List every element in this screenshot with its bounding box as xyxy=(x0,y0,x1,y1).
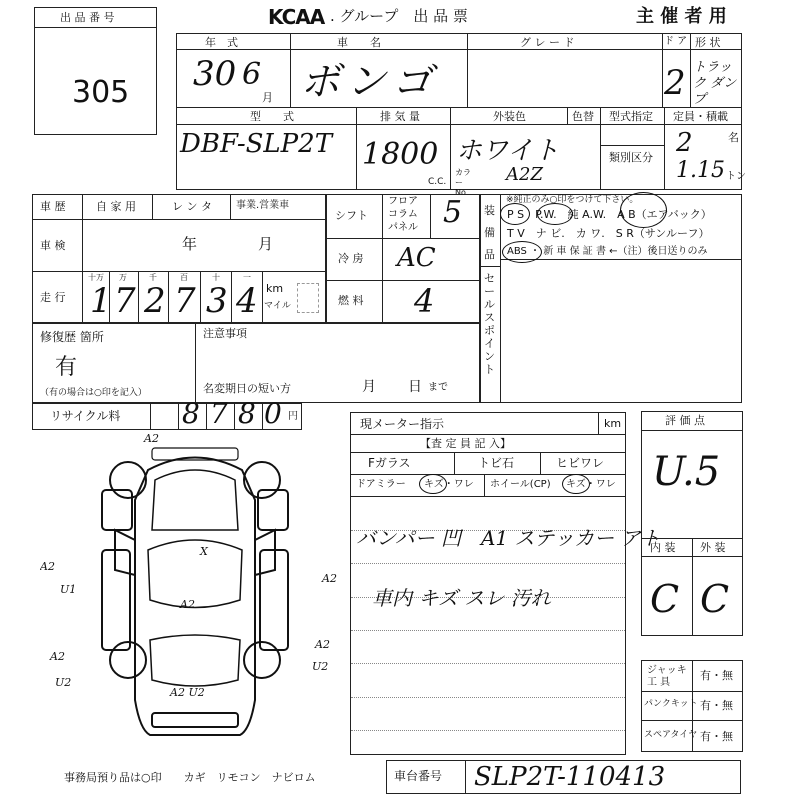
cc-unit: C.C. xyxy=(428,177,447,187)
inspection-year: 年 xyxy=(182,235,198,253)
circle-mark-mirror xyxy=(419,474,447,494)
damage-mark: A2 xyxy=(180,598,195,611)
mileage-digit: 7 xyxy=(114,281,136,321)
shape-label: 形 状 xyxy=(695,36,721,49)
inspection-month: 月 xyxy=(258,235,274,253)
puncture-yes-no: 有・無 xyxy=(700,699,733,712)
name-change-month: 月 xyxy=(362,379,376,395)
chassis-value: SLP2T-110413 xyxy=(474,762,666,792)
equipment-note: ※純正のみ○印をつけて下さい。 xyxy=(506,195,639,205)
repair-value: 有 xyxy=(55,355,78,380)
name-change-until: まで xyxy=(428,382,448,393)
digit-label: 十万 xyxy=(88,273,104,282)
damage-mark: A2 xyxy=(144,432,159,445)
mile-label: マイル xyxy=(264,301,291,311)
recycle-unit: 円 xyxy=(288,411,298,422)
exterior-label: 外 装 xyxy=(700,541,726,554)
score-value: U.5 xyxy=(652,449,721,495)
color-no-label: カラー No. xyxy=(455,168,471,197)
circle-mark-wheel xyxy=(562,474,590,494)
shift-option-panel: パネル xyxy=(388,222,418,233)
repair-note: （有の場合は○印を記入） xyxy=(40,388,147,398)
digit-label: 十 xyxy=(212,273,220,282)
score-label: 評 価 点 xyxy=(665,414,705,427)
door-value: 2 xyxy=(664,63,686,103)
car-name-value: ボンゴ xyxy=(300,59,438,105)
damage-mark: U2 xyxy=(55,676,72,689)
damage-mark: X xyxy=(200,545,208,558)
displacement-value: 1800 xyxy=(362,137,439,172)
mileage-digit: 1 xyxy=(90,281,112,321)
digit-label: 千 xyxy=(149,273,157,282)
lot-number: 305 xyxy=(72,75,130,110)
form-title: . グループ 出 品 票 xyxy=(330,7,468,25)
jack-yes-no: 有・無 xyxy=(700,669,733,682)
model-value: DBF-SLP2T xyxy=(180,129,333,159)
equipment-line-1: P S P.W. 純 A.W. A B（エアバック） xyxy=(507,208,712,221)
equipment-block xyxy=(480,194,742,403)
damage-mark: A2 xyxy=(322,572,337,585)
mileage-digit: 4 xyxy=(236,281,258,321)
history-option-private: 自 家 用 xyxy=(96,200,136,213)
model-designation-label: 型式指定 xyxy=(609,110,653,123)
fuel-value: 4 xyxy=(414,282,435,320)
digit-label: 一 xyxy=(243,273,251,282)
shape-value: トラック ダンプ xyxy=(693,60,737,107)
wheel-label: ホイール(CP) xyxy=(490,479,551,490)
circle-mark-abs xyxy=(502,241,542,263)
caution-label: 注意事項 xyxy=(203,327,247,340)
remark-line-2: 車内 キズ スレ 汚れ xyxy=(372,586,551,610)
grade-label: グ レ ー ド xyxy=(520,36,575,49)
classification-label: 類別区分 xyxy=(609,151,653,164)
remark-line-1: バンパー 凹 A1 ステッカー アト xyxy=(356,526,661,550)
load-unit: トン xyxy=(726,171,746,182)
office-note: 事務局預り品は○印 カギ リモコン ナビロム xyxy=(64,771,316,784)
chassis-label: 車台番号 xyxy=(394,769,443,783)
equipment-section-label: 装 備 品 xyxy=(484,204,495,261)
ac-label: 冷 房 xyxy=(338,252,364,265)
door-mirror-note: キズ・ワレ xyxy=(424,479,474,490)
damage-mark: A2 U2 xyxy=(170,686,205,699)
history-option-rental: レ ン タ xyxy=(172,200,212,213)
month-value: 6 xyxy=(242,57,262,92)
mileage-digit: 3 xyxy=(206,281,228,321)
year-value: 30 xyxy=(193,54,237,94)
meter-unit: km xyxy=(604,417,622,430)
shift-option-column: コラム xyxy=(388,209,418,220)
equipment-line-2: T V ナ ビ. カ ワ. S R（サンルーフ） xyxy=(507,227,710,240)
shift-value: 5 xyxy=(443,195,463,230)
damage-mark: U1 xyxy=(60,583,77,596)
recycle-digit: 8 xyxy=(238,397,256,430)
history-label: 車 歴 xyxy=(40,200,66,213)
door-label: ド ア xyxy=(664,36,688,47)
fuel-label: 燃 料 xyxy=(338,294,364,307)
recycle-digit: 8 xyxy=(182,397,200,430)
spare-yes-no: 有・無 xyxy=(700,730,733,743)
jack-label: ジャッキ工 具 xyxy=(647,665,687,688)
year-label: 年 式 xyxy=(205,36,238,49)
equipment-line-3: ABS ・ 新 車 保 証 書 ←（注）後日送りのみ xyxy=(507,246,708,257)
windshield-cell: Fガラス xyxy=(368,456,411,470)
organizer-label: 主 催 者 用 xyxy=(636,6,727,27)
recycle-label: リサイクル料 xyxy=(50,409,121,423)
digit-label: 百 xyxy=(180,273,188,282)
history-option-business: 事業.営業車 xyxy=(236,200,290,211)
exterior-color-label: 外装色 xyxy=(493,110,526,123)
door-mirror-label: ドアミラー xyxy=(356,479,406,490)
mileage-digit: 7 xyxy=(174,281,196,321)
car-name-label: 車 名 xyxy=(337,36,381,49)
lot-number-divider xyxy=(35,27,156,28)
model-label: 型 式 xyxy=(250,110,294,123)
repaint-label: 色替 xyxy=(572,110,594,123)
sales-point-label: セールスポイント xyxy=(484,272,495,376)
capacity-value: 2 xyxy=(676,128,693,158)
exterior-value: C xyxy=(700,577,730,621)
meter-label: 現メーター指示 xyxy=(360,417,445,431)
ac-value: AC xyxy=(397,243,436,273)
shift-option-floor: フロア xyxy=(388,196,418,207)
color-no-value: A2Z xyxy=(506,164,543,185)
shift-label: シフト xyxy=(335,209,368,222)
interior-value: C xyxy=(650,577,680,621)
spare-tire-label: スペアタイヤ xyxy=(644,730,698,740)
circle-mark-ps xyxy=(500,203,530,225)
name-change-label: 名変期日の短い方 xyxy=(203,382,291,395)
exterior-color-value: ホワイト xyxy=(456,136,560,166)
interior-label: 内 装 xyxy=(650,541,676,554)
car-diagram xyxy=(40,430,350,760)
damage-mark: A2 xyxy=(315,638,330,651)
crack-cell: ヒビワレ xyxy=(556,456,605,470)
lot-number-label: 出 品 番 号 xyxy=(60,11,115,24)
digit-label: 万 xyxy=(119,273,127,282)
load-value: 1.15 xyxy=(676,158,725,183)
capacity-label: 定員・積載 xyxy=(673,110,728,123)
circle-mark-ab xyxy=(620,192,667,228)
month-unit: 月 xyxy=(262,91,273,104)
circle-mark-pw xyxy=(537,203,573,225)
recycle-digit: 0 xyxy=(264,397,282,430)
mileage-label: 走 行 xyxy=(40,291,66,304)
damage-mark: A2 xyxy=(40,560,55,573)
chip-cell: トビ石 xyxy=(478,456,515,470)
wheel-note: キズ・ワレ xyxy=(566,479,616,490)
damage-mark: A2 xyxy=(50,650,65,663)
kcaa-logo: KCAA xyxy=(268,5,325,29)
inspection-label: 車 検 xyxy=(40,239,66,252)
damage-mark: U2 xyxy=(312,660,329,673)
recycle-digit: 7 xyxy=(210,397,228,430)
displacement-label: 排 気 量 xyxy=(380,110,420,123)
puncture-kit-label: パンクキット xyxy=(644,699,698,709)
mileage-digit: 2 xyxy=(144,281,166,321)
capacity-unit: 名 xyxy=(728,131,739,144)
repair-label: 修復歴 箇所 xyxy=(40,330,104,344)
name-change-day: 日 xyxy=(408,379,422,395)
km-label: km xyxy=(266,282,284,295)
inspector-header: 【査 定 員 記 入】 xyxy=(420,437,511,450)
